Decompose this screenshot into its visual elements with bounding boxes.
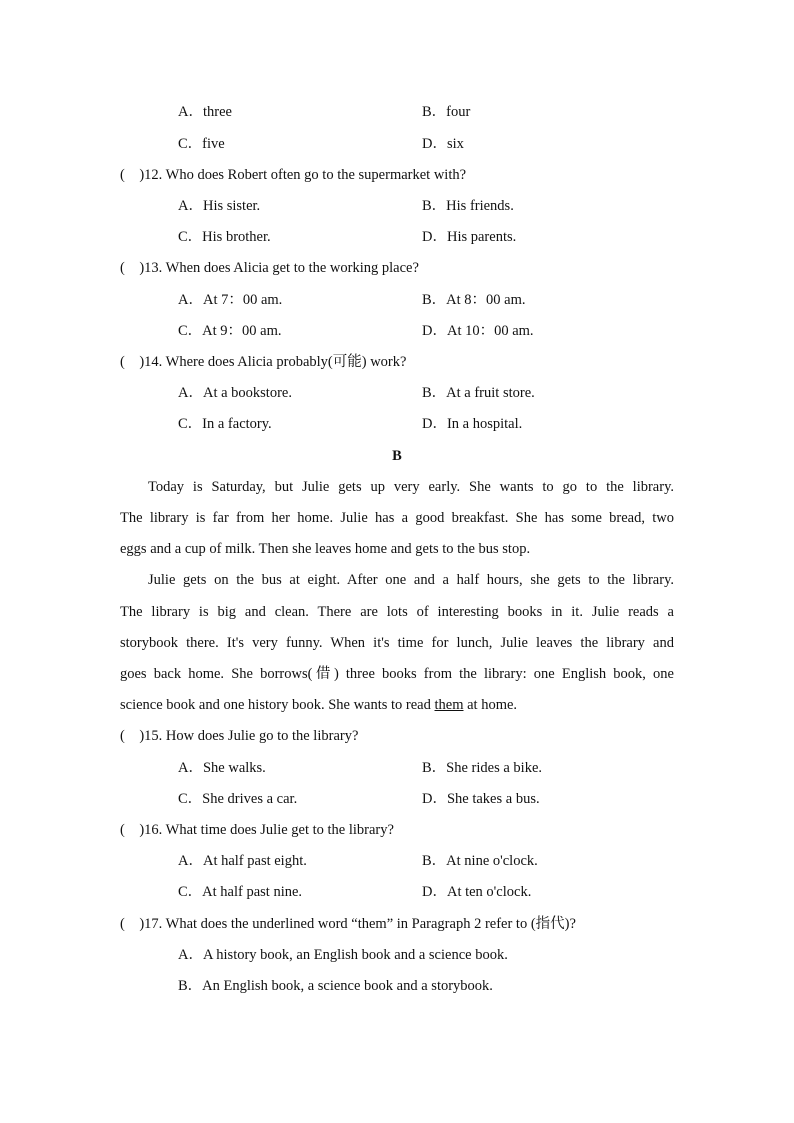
question-13-stem: ( )13. When does Alicia get to the working place? <box>120 260 419 276</box>
q16-option-d: D．At ten o'clock. <box>422 884 532 900</box>
question-16-stem: ( )16. What time does Julie get to the library? <box>120 822 394 838</box>
q12-option-a: A．His sister. <box>178 198 261 214</box>
passage-line: goes back home. She borrows(借) three books from the library: one English book, one <box>120 666 674 682</box>
passage-line: eggs and a cup of milk. Then she leaves home and gets to the bus stop. <box>120 541 531 557</box>
passage-line: Julie gets on the bus at eight. After one and a half hours, she gets to the library. <box>148 572 674 588</box>
q12-option-b: B．His friends. <box>422 198 514 214</box>
q13-option-a: A．At 7：00 am. <box>178 292 283 308</box>
q16-option-a: A．At half past eight. <box>178 853 307 869</box>
q15-option-b: B．She rides a bike. <box>422 760 543 776</box>
underlined-word: them <box>434 697 464 713</box>
q13-option-d: D．At 10：00 am. <box>422 323 534 339</box>
q13-option-b: B．At 8：00 am. <box>422 292 526 308</box>
q16-option-c: C．At half past nine. <box>178 884 303 900</box>
q14-option-a: A．At a bookstore. <box>178 385 292 401</box>
option-b: B．four <box>422 104 471 120</box>
q17-option-b: B．An English book, a science book and a storybook. <box>178 978 493 994</box>
q14-option-c: C．In a factory. <box>178 416 272 432</box>
q12-option-c: C．His brother. <box>178 229 271 245</box>
question-12-stem: ( )12. Who does Robert often go to the supermarket with? <box>120 167 467 183</box>
q15-option-c: C．She drives a car. <box>178 791 298 807</box>
q16-option-b: B．At nine o'clock. <box>422 853 538 869</box>
option-a: A．three <box>178 104 232 120</box>
section-heading: B <box>392 448 402 464</box>
q15-option-d: D．She takes a bus. <box>422 791 540 807</box>
passage-text: science book and one history book. She wants to read <box>120 697 431 713</box>
passage-line: The library is big and clean. There are lots of interesting books in it. Julie reads a <box>120 604 674 620</box>
question-15-stem: ( )15. How does Julie go to the library? <box>120 728 359 744</box>
q17-option-a: A．A history book, an English book and a science book. <box>178 947 508 963</box>
passage-line: The library is far from her home. Julie has a good breakfast. She has some bread, two <box>120 510 674 526</box>
passage-line: Today is Saturday, but Julie gets up very early. She wants to go to the library. <box>148 479 674 495</box>
q14-option-d: D．In a hospital. <box>422 416 523 432</box>
q14-option-b: B．At a fruit store. <box>422 385 535 401</box>
q13-option-c: C．At 9：00 am. <box>178 323 282 339</box>
q12-option-d: D．His parents. <box>422 229 517 245</box>
option-d: D．six <box>422 136 464 152</box>
question-17-stem: ( )17. What does the underlined word “them” in Paragraph 2 refer to (指代)? <box>120 916 576 932</box>
passage-line-last <box>120 695 517 715</box>
question-14-stem: ( )14. Where does Alicia probably(可能) work? <box>120 354 407 370</box>
q15-option-a: A．She walks. <box>178 760 266 776</box>
passage-line: storybook there. It's very funny. When it's time for lunch, Julie leaves the library and <box>120 635 674 651</box>
passage-text: at home. <box>467 697 518 713</box>
option-c: C．five <box>178 136 225 152</box>
